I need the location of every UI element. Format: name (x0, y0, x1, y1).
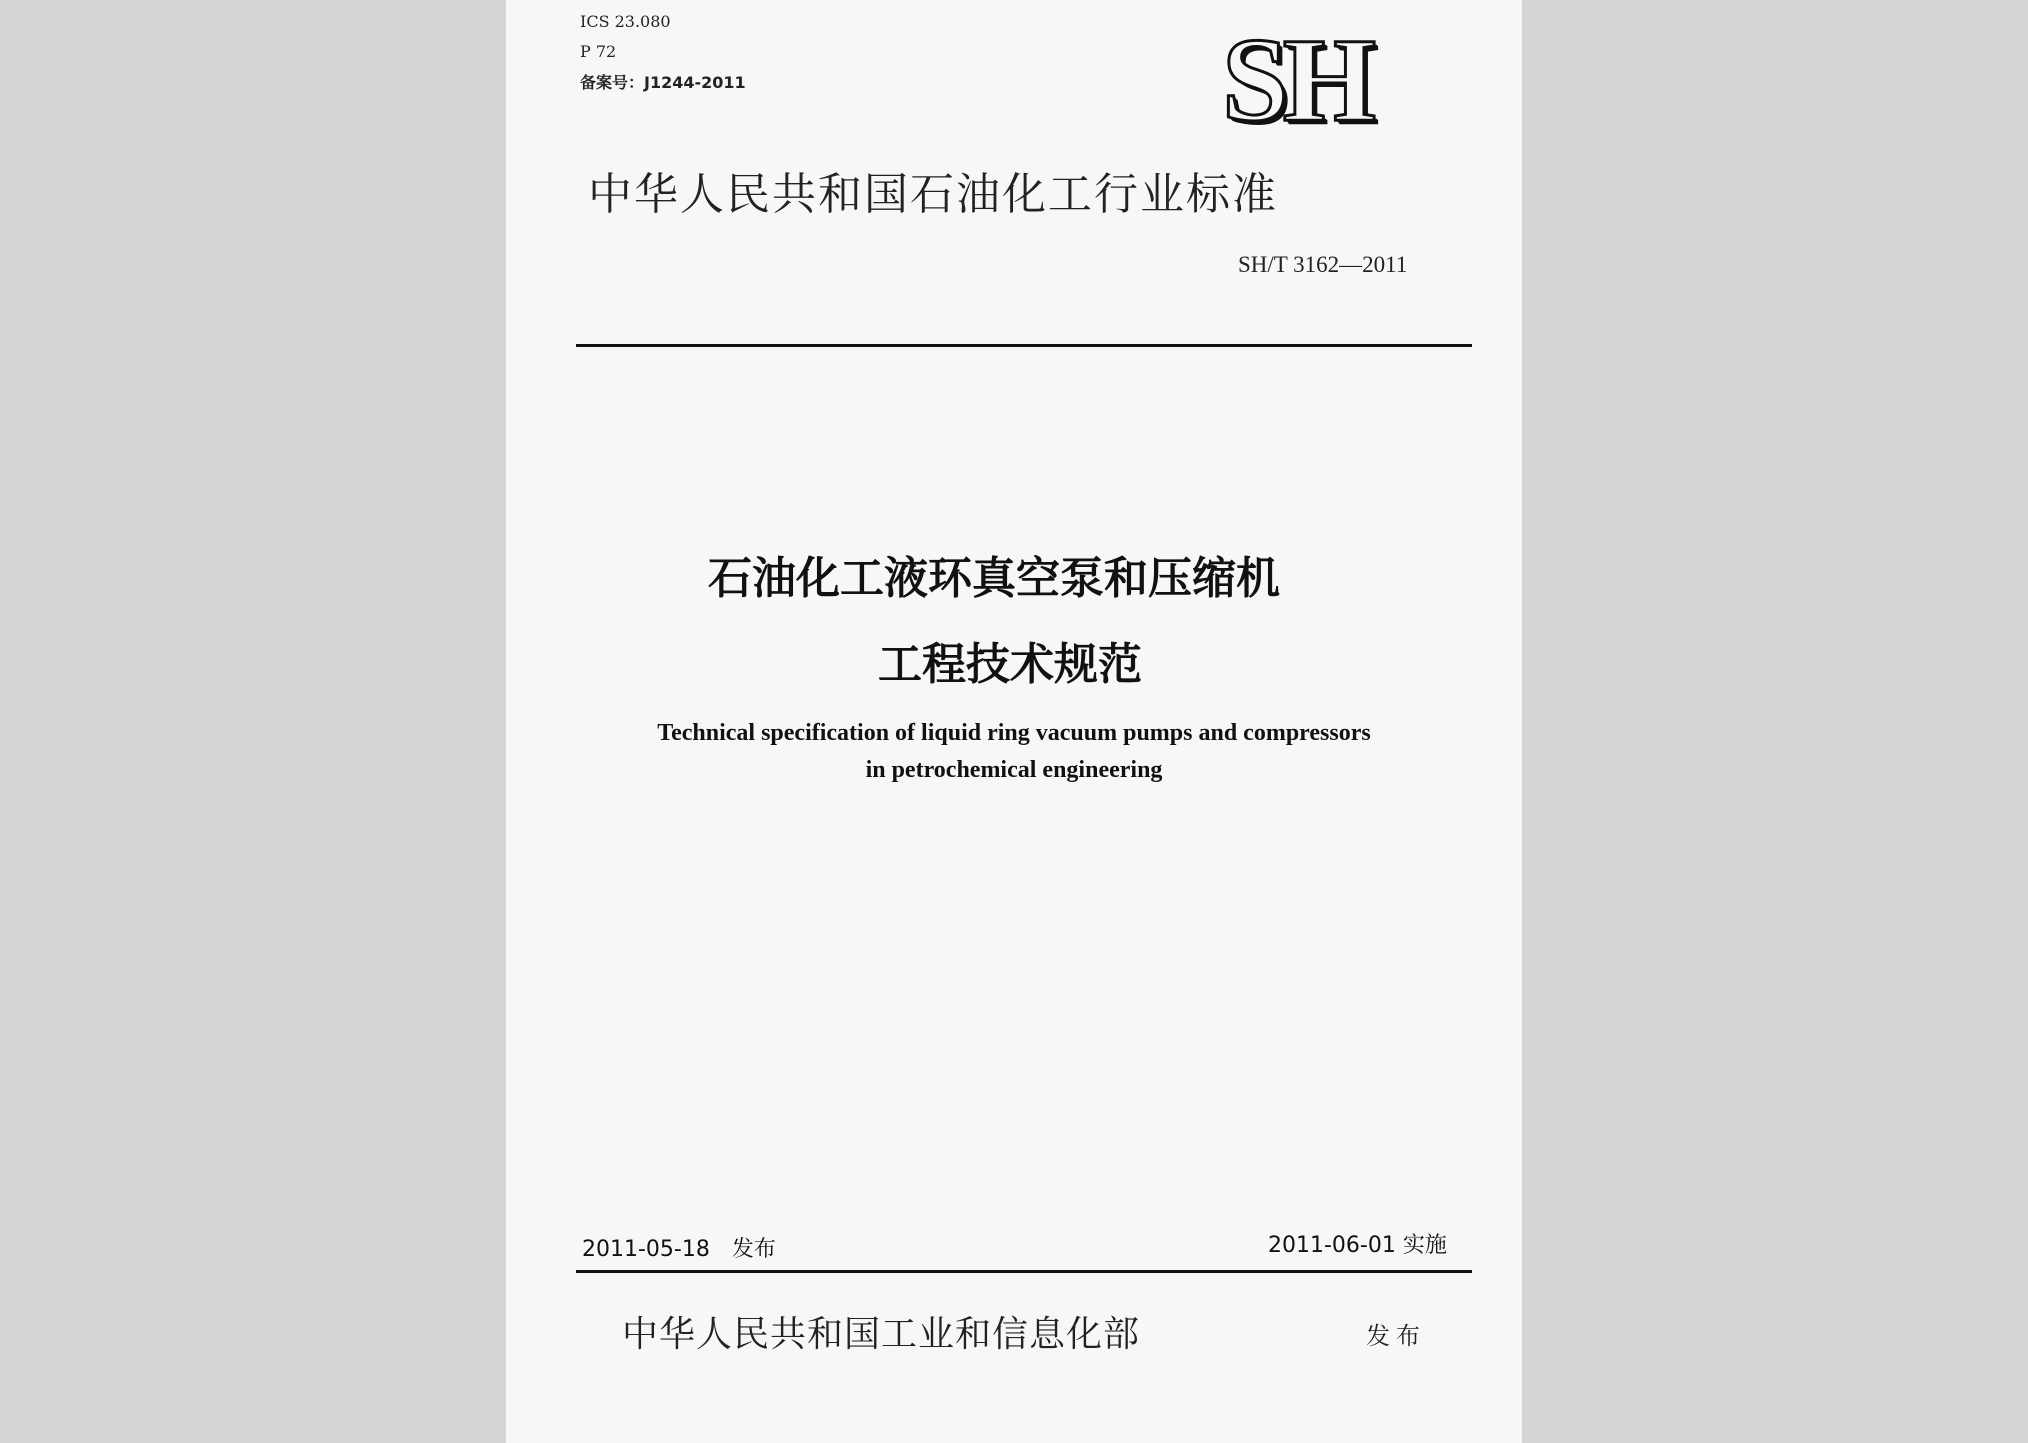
document-page (506, 0, 1522, 1443)
document-title-en-line2: in petrochemical engineering (865, 757, 1163, 783)
document-title-cn-line2: 工程技术规范 (878, 639, 1142, 690)
footer-divider (576, 1270, 1472, 1273)
issuing-authority: 中华人民共和国工业和信息化部 (622, 1314, 1141, 1355)
header-divider (576, 344, 1472, 347)
record-number: 备案号：J1244-2011 (580, 73, 746, 92)
document-title-en-line1: Technical specification of liquid ring vacuum pumps and compressors (657, 720, 1371, 746)
issue-date: 2011-05-18 发布 (582, 1237, 776, 1262)
standard-number: SH/T 3162—2011 (1238, 252, 1408, 277)
implementation-date: 2011-06-01 实施 (1268, 1233, 1447, 1258)
ics-code: ICS 23.080 (580, 12, 671, 31)
sh-logo: SH (1222, 13, 1371, 146)
ccs-code: P 72 (580, 42, 617, 61)
issue-label: 发布 (1366, 1322, 1426, 1350)
standard-category-title: 中华人民共和国石油化工行业标准 (588, 169, 1278, 220)
document-title-cn-line1: 石油化工液环真空泵和压缩机 (708, 553, 1280, 604)
